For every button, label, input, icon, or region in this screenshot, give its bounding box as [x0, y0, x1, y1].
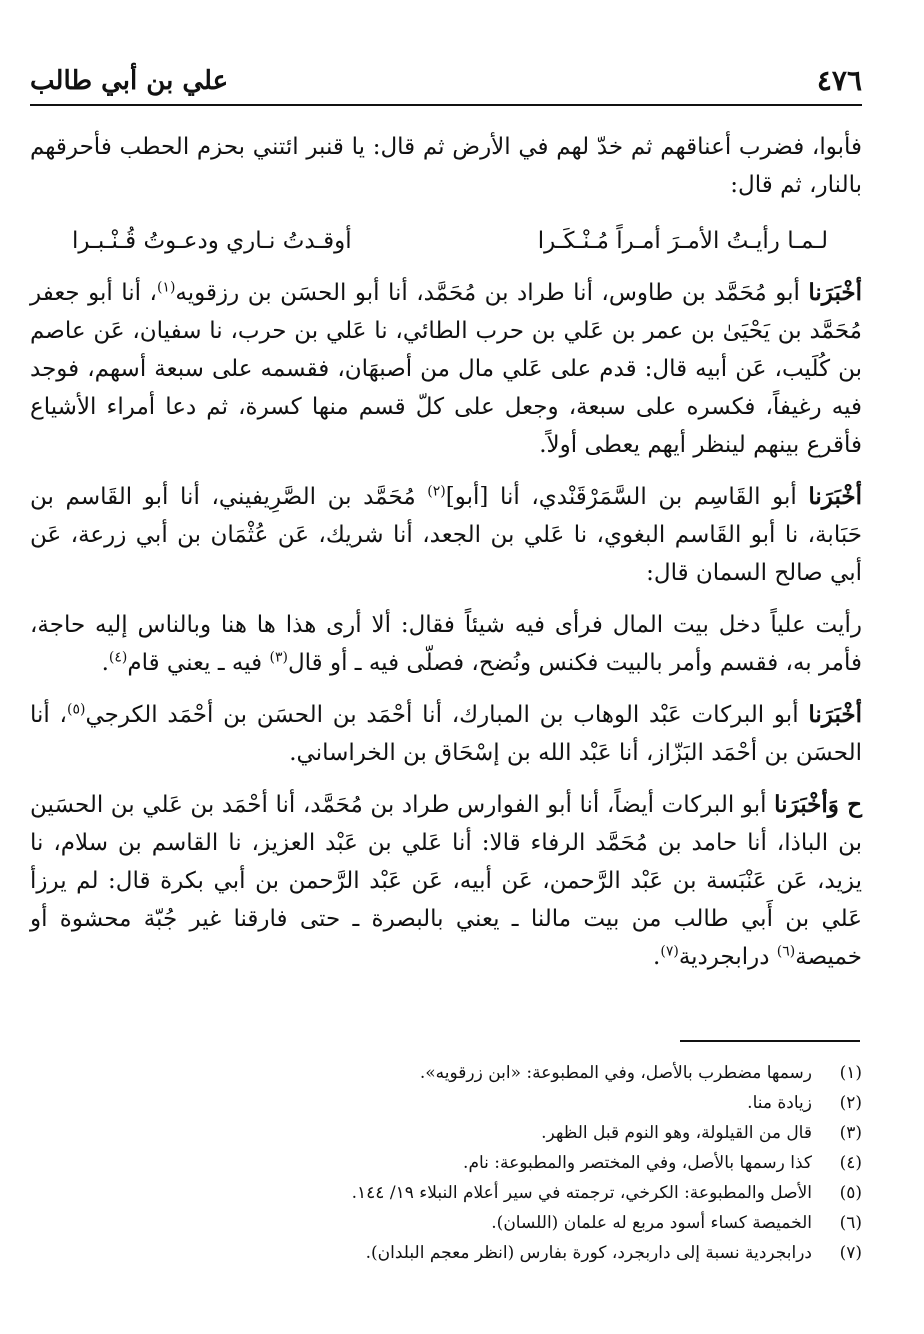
paragraph-text: أبو البركات أيضاً، أنا أبو الفوارس طراد بن مُحَمَّد، أنا أحْمَد بن عَلي بن الحسَين بن الباذا، أنا حامد بن مُحَمَّد الرفاء قالا: أنا عَلي بن عَبْد العزيز، نا القاسم بن سلام، نا يزيد، عَن عَنْبَسة بن عَبْد الرَّحمن، عَن أبيه، عَن عَبْد الرَّحمن بن أبي بكرة قال: لم يرزأ عَلي بن أَبي طالب من بيت مالنا ـ يعني بالبصرة ـ حتى فارقنا غير جُبّة محشوة أو خميصة	[30, 792, 862, 970]
paragraph-2	[30, 274, 862, 464]
footnote-ref: (٥)	[66, 701, 86, 718]
paragraph-5	[30, 696, 862, 772]
paragraph-text: أبو مُحَمَّد بن طاوس، أنا طراد بن مُحَمَّد، أنا أبو الحسَن بن رزقويه	[175, 280, 809, 306]
paragraph-text: أبو القَاسِم بن السَّمَرْقَنْدي، أنا [أبو]	[445, 484, 809, 510]
poetry-verse	[30, 218, 862, 274]
narration-lead: ح وَأخْبَرَنا	[774, 791, 862, 818]
paragraph-3	[30, 478, 862, 592]
verse-hemistich-first: لـمـا رأيـتُ الأمـرَ أمـراً مُـنْـكَـرا	[537, 228, 828, 254]
footnote	[30, 1208, 862, 1238]
footnote-text: الخميصة كساء أسود مربع له علمان (اللسان).	[491, 1213, 812, 1233]
narration-lead: أخْبَرَنا	[808, 483, 863, 510]
footnote-number: (٦)	[839, 1213, 862, 1233]
paragraph-6	[30, 786, 862, 976]
footnote	[30, 1088, 862, 1118]
footnote	[30, 1178, 862, 1208]
footnote-text: الأصل والمطبوعة: الكرخي، ترجمته في سير أعلام النبلاء ١٩/ ١٤٤.	[351, 1183, 812, 1203]
footnote-ref: (٦)	[776, 943, 796, 960]
footnote-number: (٥)	[839, 1183, 862, 1203]
paragraph-4	[30, 606, 862, 682]
footnote-number: (٢)	[839, 1093, 862, 1113]
paragraph-text: ، أنا الحسَن بن أحْمَد البَزّاز، أنا عَبْد الله بن إسْحَاق بن الخراساني.	[30, 702, 862, 766]
footnote	[30, 1118, 862, 1148]
footnote-text: زيادة منا.	[747, 1093, 812, 1113]
footnote-text: درابجردية نسبة إلى داربجرد، كورة بفارس (انظر معجم البلدان).	[365, 1243, 812, 1263]
footnote-ref: (٤)	[108, 649, 128, 666]
narration-lead: أخْبَرَنا	[808, 701, 862, 728]
paragraph-text: .	[653, 944, 661, 970]
footnotes	[30, 1058, 862, 1268]
footnote	[30, 1148, 862, 1178]
footnote-text: رسمها مضطرب بالأصل، وفي المطبوعة: «ابن زرقويه».	[419, 1063, 812, 1083]
main-text	[30, 128, 862, 990]
paragraph-text: .	[101, 650, 109, 676]
paragraph-text: ، أنا أبو جعفر مُحَمَّد بن يَحْيَىٰ بن عمر بن عَلي بن حرب الطائي، نا عَلي بن حرب، نا سفيان، عَن عاصم بن كُلَيب، عَن أبيه قال: قدم على عَلي مال من أصبهَان، فقسمه على سبعة أسهم، فوجد فيه رغيفاً، فكسره على سبعة، وجعل على كلّ قسم منها كسرة، ثم دعا أمراء الأشياع فأقرع بينهم لينظر أيهم يعطى أولاً.	[30, 280, 862, 458]
paragraph-1	[30, 128, 862, 204]
footnote-ref: (٣)	[269, 649, 288, 666]
narration-lead: أخْبَرَنا	[808, 279, 863, 306]
footnote-ref: (١)	[156, 279, 176, 296]
page-number: ٤٧٦	[816, 64, 862, 97]
page-header	[30, 60, 862, 106]
footnote-ref: (٢)	[427, 483, 446, 500]
paragraph-text: فيه ـ يعني قام	[127, 650, 270, 676]
footnote-ref: (٧)	[660, 943, 679, 960]
footnote-text: قال من القيلولة، وهو النوم قبل الظهر.	[541, 1123, 812, 1143]
verse-hemistich-second: أوقـدتُ نـاري ودعـوتُ قُـنْـبـرا	[72, 228, 352, 254]
footnote	[30, 1058, 862, 1088]
footnote-number: (٤)	[839, 1153, 862, 1173]
footnote-separator	[680, 1040, 860, 1042]
footnote-text: كذا رسمها بالأصل، وفي المختصر والمطبوعة: نام.	[463, 1153, 812, 1173]
paragraph-text: رأيت علياً دخل بيت المال فرأى فيه شيئاً فقال: ألا أرى هذا ها هنا وبالناس إليه حاجة، فأمر به، فقسم وأمر بالبيت فكنس ونُضح، فصلّى فيه ـ أو قال	[30, 612, 862, 676]
running-title: علي بن أبي طالب	[30, 66, 229, 96]
footnote	[30, 1238, 862, 1268]
footnote-number: (١)	[839, 1063, 862, 1083]
paragraph-text: درابجردية	[678, 944, 777, 970]
paragraph-text: فأبوا، فضرب أعناقهم ثم خدّ لهم في الأرض ثم قال: يا قنبر ائتني بحزم الحطب فأحرقهم بالنار، ثم قال:	[30, 134, 862, 198]
paragraph-text: مُحَمَّد بن الصَّرِيفيني، أنا أبو القَاسم بن حَبَابة، نا أبو القَاسم البغوي، نا عَلي بن الجعد، أنا شريك، عَن عُثْمَان بن أبي زرعة، عَن أبي صالح السمان قال:	[30, 484, 862, 586]
footnote-number: (٣)	[839, 1123, 862, 1143]
paragraph-text: أبو البركات عَبْد الوهاب بن المبارك، أنا أحْمَد بن الحسَن بن أحْمَد الكرجي	[85, 702, 809, 728]
footnote-number: (٧)	[839, 1243, 862, 1263]
